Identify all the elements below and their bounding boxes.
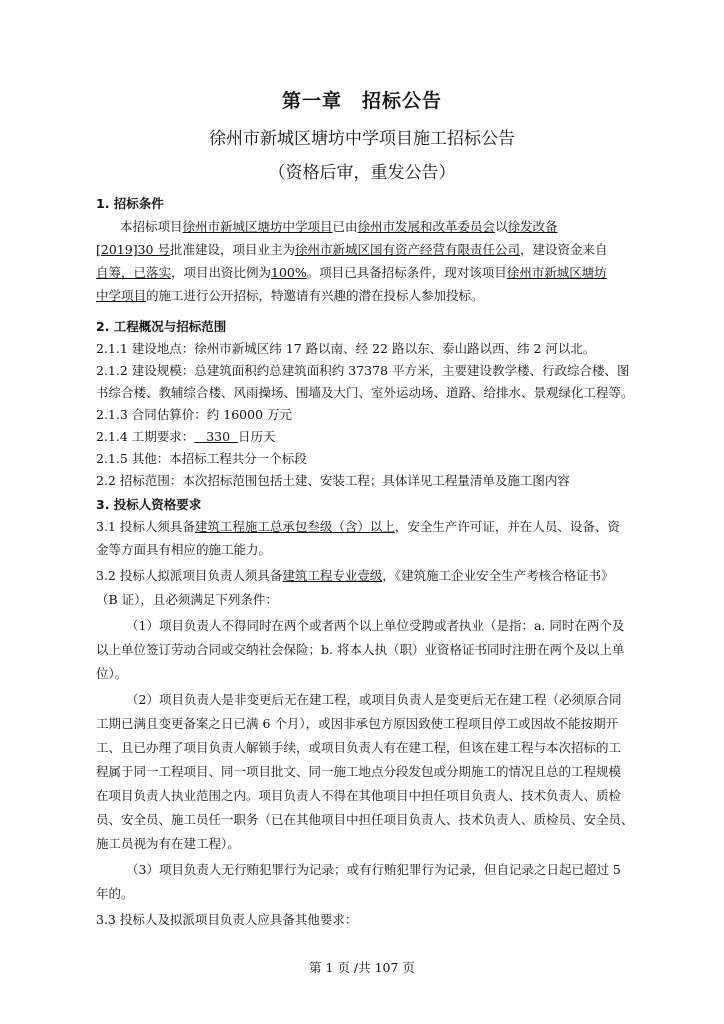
s3-line-16: 年的。 <box>96 886 134 901</box>
project-owner: 徐州市新城区国有资产经营有限责任公司 <box>294 242 520 257</box>
notice-subtitle: （资格后审，重发公告） <box>268 163 456 183</box>
text: 的施工进行公开招标，特邀请有兴趣的潜在投标人参加投标。 <box>146 288 484 303</box>
s3-line-15: （3）项目负责人无行贿犯罪行为记录；或有行贿犯罪行为记录，但自记录之日起已超过 5 <box>126 862 621 877</box>
text: 已由 <box>332 219 358 234</box>
s2-line-6: 2.1.5 其他：本招标工程共分一个标段 <box>96 451 307 466</box>
page-footer: 第 1 页 /共 107 页 <box>309 960 415 975</box>
s2-line-1: 2.1.1 建设地点：徐州市新城区纬 17 路以南、经 22 路以东、泰山路以西、纬 2 河以北。 <box>96 341 596 356</box>
s3-line-3 <box>96 567 636 585</box>
funding-ratio: 100% <box>271 265 307 280</box>
section-3-heading: 3. 投标人资格要求 <box>96 497 202 512</box>
project-name: 中学项目 <box>96 288 147 303</box>
manager-qualification: 建筑工程专业壹级 <box>282 568 383 583</box>
notice-title: 徐州市新城区塘坊中学项目施工招标公告 <box>209 129 515 149</box>
text: 3.2 投标人拟派项目负责人须具备 <box>96 568 283 583</box>
approval-number: [2019]30 号 <box>96 242 170 257</box>
text: 3.1 投标人须具备 <box>96 519 195 534</box>
text: 本招标项目 <box>120 219 183 234</box>
s3-line-17: 3.3 投标人及拟派项目负责人应具备其他要求： <box>96 912 358 927</box>
duration-days: 330 <box>194 429 239 444</box>
s3-line-1 <box>96 518 636 536</box>
text: 以 <box>495 219 508 234</box>
s1-line-1 <box>120 218 660 236</box>
text: ，建设资金来自 <box>519 242 608 257</box>
qualification-level: 建筑工程施工总承包叁级（含）以上 <box>194 519 395 534</box>
text: 批准建设，项目业主为 <box>169 242 295 257</box>
project-name: 徐州市新城区塘坊 <box>506 265 607 280</box>
text: 2.1.4 工期要求： <box>96 429 195 444</box>
s3-line-10: 工、且已办理了项目负责人解锁手续，或项目负责人有在建工程，但该在建工程与本次招标的工 <box>96 740 622 755</box>
s1-line-3 <box>96 264 636 282</box>
s3-line-13: 员、安全员、施工员任一职务（已在其他项目中担任项目负责人、技术负责人、质检员、安全员、 <box>96 812 634 827</box>
s3-line-7: 位）。 <box>96 666 128 681</box>
s1-line-4 <box>96 287 636 305</box>
text: ，项目出资比例为 <box>171 265 272 280</box>
section-1-heading: 1. 招标条件 <box>96 196 164 211</box>
s3-line-4: （B 证），且必须满足下列条件： <box>96 592 278 607</box>
s2-line-4: 2.1.3 合同估算价：约 16000 万元 <box>96 407 292 422</box>
text: 。项目已具备招标条件，现对该项目 <box>306 265 507 280</box>
funding-source: 自筹，已落实 <box>96 265 172 280</box>
s3-line-2: 金等方面具有相应的施工能力。 <box>96 542 272 557</box>
section-2-heading: 2. 工程概况与招标范围 <box>96 319 227 334</box>
s3-line-5: （1）项目负责人不得同时在两个或者两个以上单位受聘或者执业（是指：a. 同时在两个及 <box>126 618 625 633</box>
s2-line-7: 2.2 招标范围：本次招标范围包括土建、安装工程；具体详见工程量清单及施工图内容 <box>96 473 570 488</box>
text: ，《建筑施工企业安全生产考核合格证书》 <box>382 568 614 583</box>
project-name: 徐州市新城区塘坊中学项目 <box>182 219 333 234</box>
approval-authority: 徐州市发展和改革委员会 <box>357 219 496 234</box>
s3-line-12: 在项目负责人执业范围之内。项目负责人不得在其他项目中担任项目负责人、技术负责人、质检 <box>96 788 622 803</box>
s3-line-6: 以上单位签订劳动合同或交纳社会保险；b. 将本人执（职）业资格证书同时注册在两个及以上单 <box>96 642 625 657</box>
text: ，安全生产许可证，并在人员、设备、资 <box>394 519 620 534</box>
chapter-heading: 第一章 招标公告 <box>281 90 442 112</box>
s3-line-11: 程属于同一工程项目、同一项目批文、同一施工地点分段发包或分期施工的情况且总的工程规模 <box>96 764 622 779</box>
s2-line-5 <box>96 428 636 446</box>
s2-line-2: 2.1.2 建设规模：总建筑面积约总建筑面积约 37378 平方米，主要建设教学楼、行政综合楼、图 <box>96 363 630 378</box>
s1-line-2 <box>96 241 636 259</box>
text: 日历天 <box>238 429 276 444</box>
s3-line-8: （2）项目负责人是非变更后无在建工程，或项目负责人是变更后无在建工程（必须原合同 <box>126 692 622 707</box>
s3-line-9: 工期已满且变更备案之日已满 6 个月），或因非承包方原因致使工程项目停工或因故不能按期开 <box>96 716 619 731</box>
s2-line-3: 书综合楼、教辅综合楼、风雨操场、围墙及大门、室外运动场、道路、给排水、景观绿化工程等。 <box>96 385 634 400</box>
approval-number: 徐发改备 <box>507 219 558 234</box>
s3-line-14: 施工员视为有在建工程）。 <box>96 836 240 851</box>
